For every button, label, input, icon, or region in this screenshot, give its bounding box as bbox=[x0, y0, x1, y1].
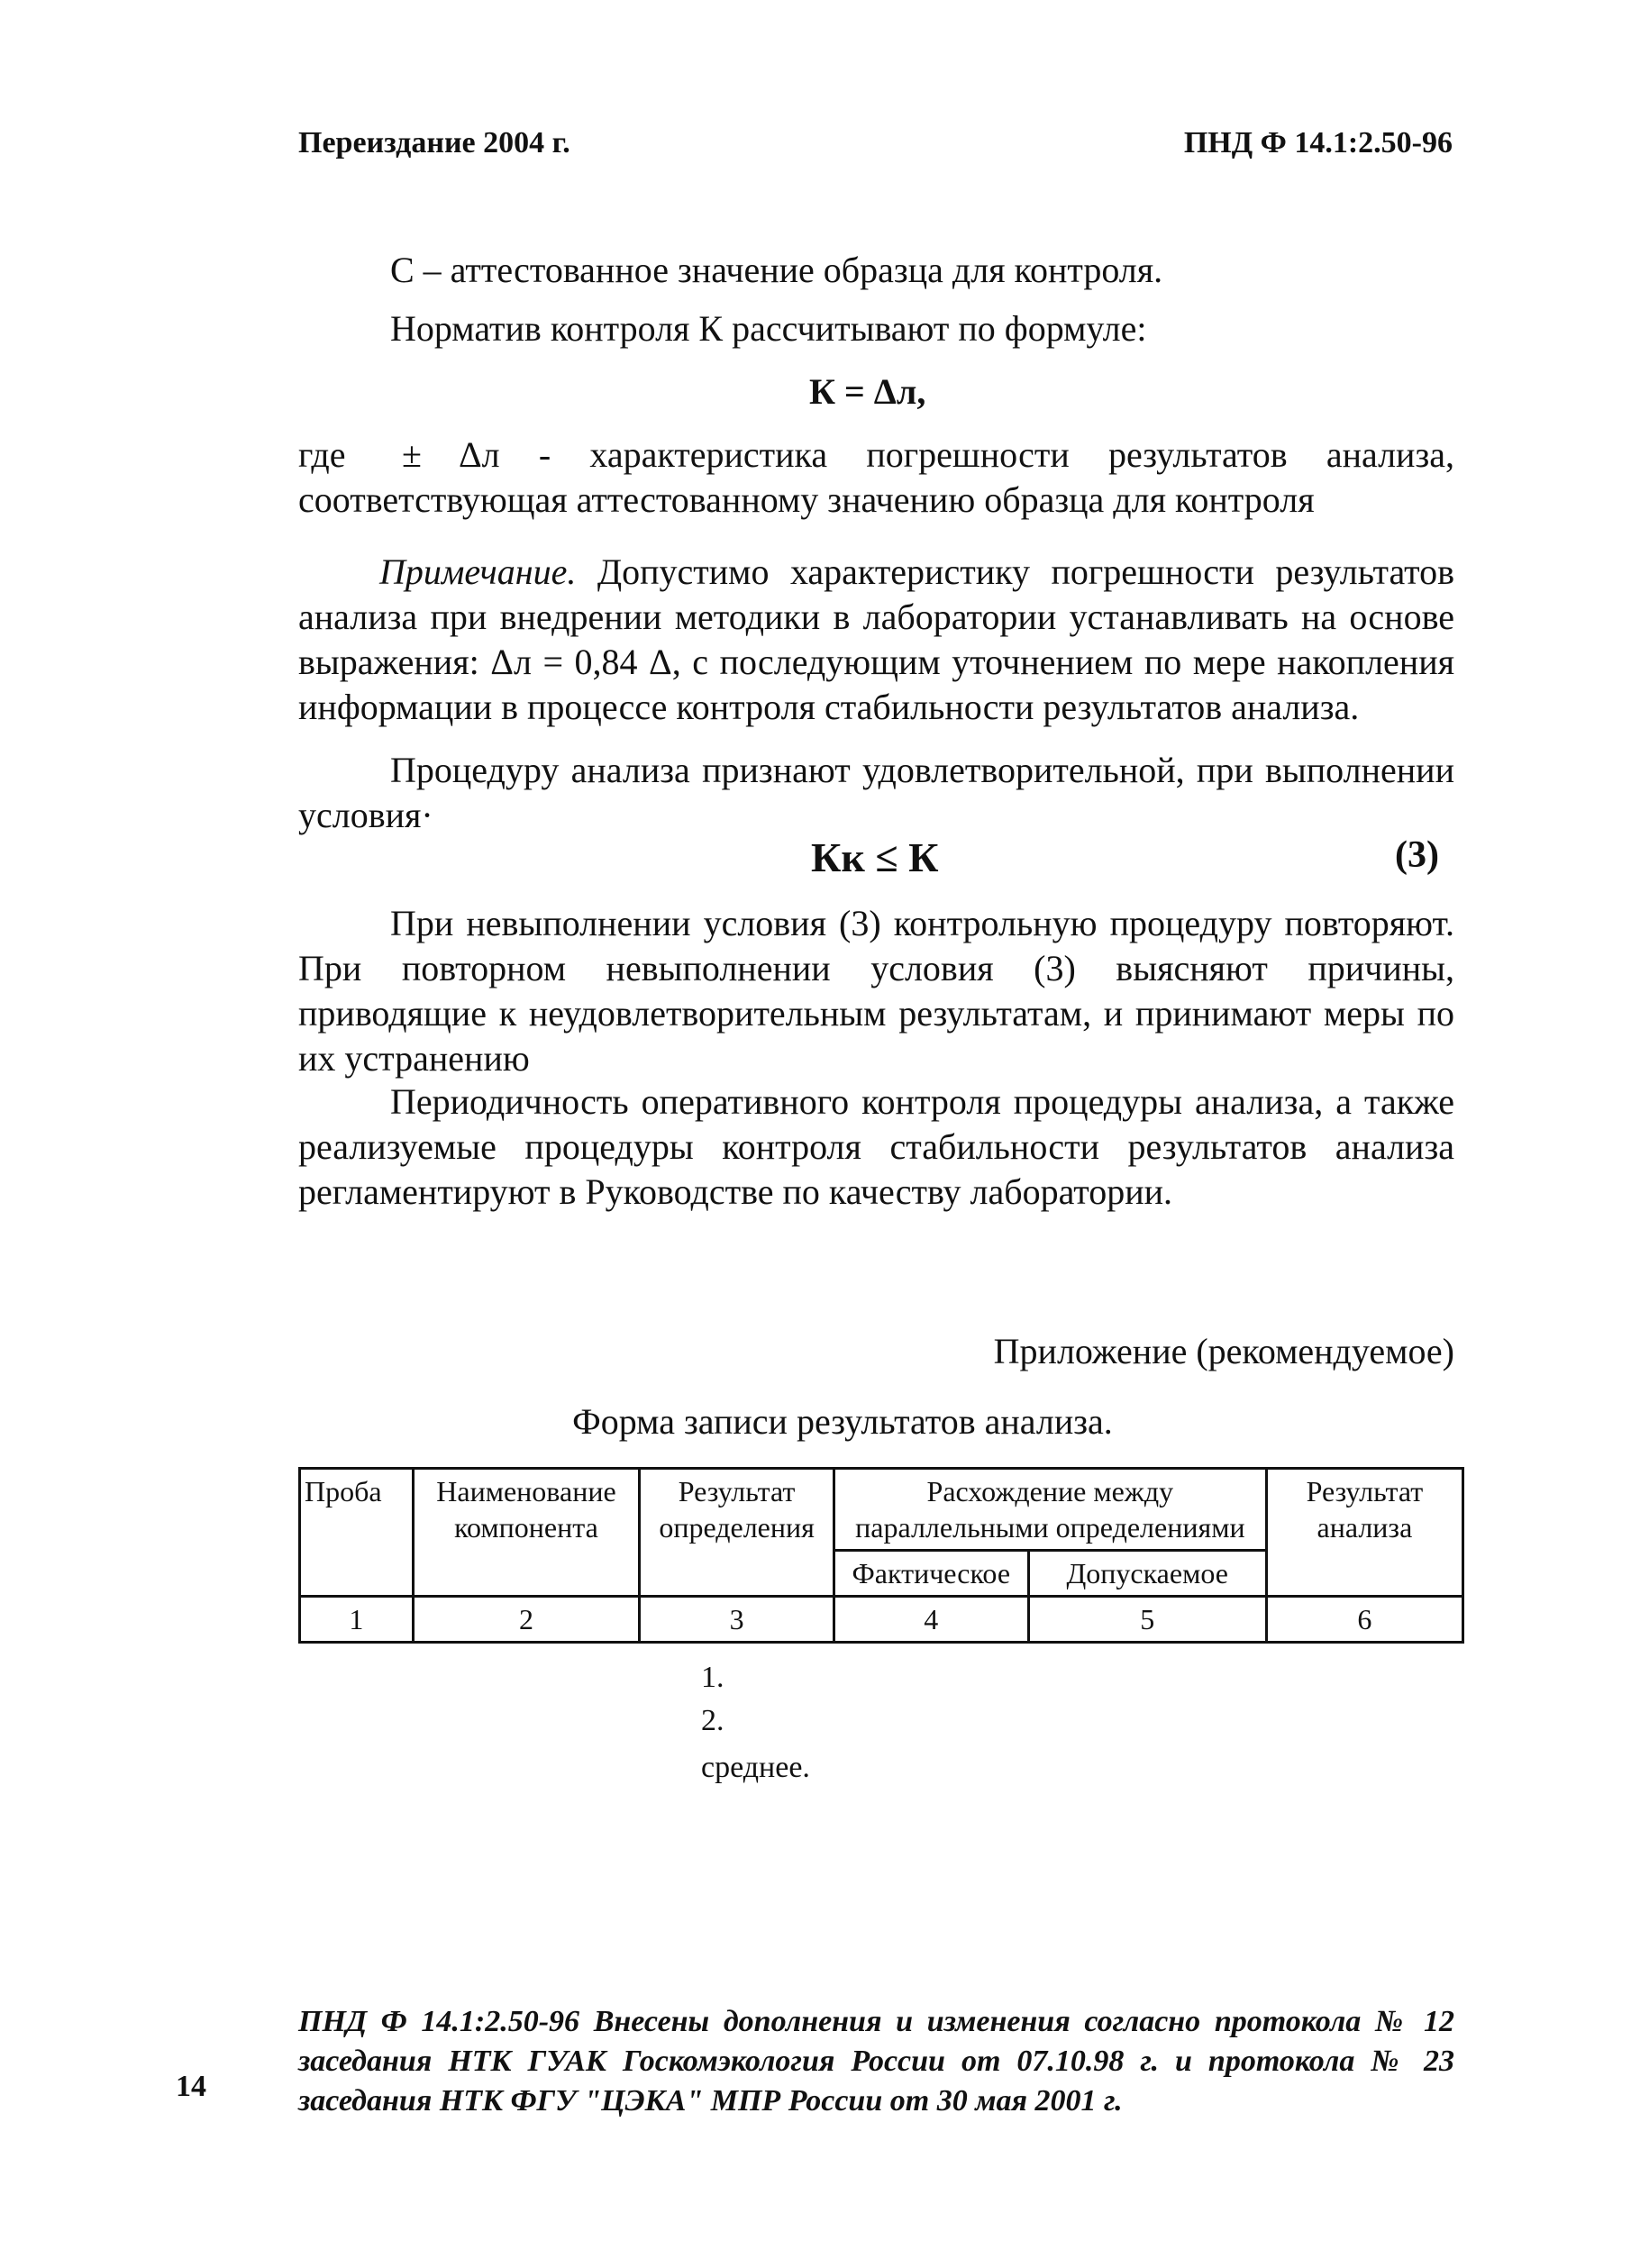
column-number: 6 bbox=[1266, 1597, 1462, 1643]
column-number: 1 bbox=[300, 1597, 414, 1643]
periodicity-paragraph: Периодичность оперативного контроля процедуры анализа, а также реализуемые процедуры контроля стабильности результатов анализа регламентируют в Руководстве по качеству лаборатории. bbox=[298, 1081, 1454, 1212]
procedure-paragraph: Процедуру анализа признают удовлетворительной, при выполнении условия· bbox=[298, 750, 1454, 835]
header-result-determination: Результат определения bbox=[640, 1469, 834, 1597]
appendix-label: Приложение (рекомендуемое) bbox=[993, 1331, 1454, 1371]
column-number: 5 bbox=[1028, 1597, 1266, 1643]
norm-intro: Норматив контроля К рассчитывают по формуле: bbox=[390, 308, 1147, 349]
result-rows bbox=[701, 1656, 810, 1790]
c-definition: С – аттестованное значение образца для контроля. bbox=[390, 250, 1163, 290]
row-label: 1. bbox=[701, 1661, 724, 1694]
header-right: ПНД Ф 14.1:2.50-96 bbox=[1183, 126, 1453, 159]
footnote: ПНД Ф 14.1:2.50-96 Внесены дополнения и изменения согласно протокола № 12 заседания НТК ГУАК Госкомэкология России от 07.10.98 г. и протокола № 23 заседания НТК ФГУ "ЦЭКА" МПР России от 30 мая 2001 г. bbox=[298, 2005, 1454, 2118]
column-number: 2 bbox=[413, 1597, 640, 1643]
where-label: где bbox=[298, 434, 346, 475]
formula-3-number: (3) bbox=[1395, 834, 1439, 876]
page-number: 14 bbox=[176, 2070, 206, 2103]
results-table bbox=[298, 1467, 1464, 1644]
formula-3: Кк ≤ К bbox=[811, 834, 939, 880]
header-result-analysis: Результат анализа bbox=[1266, 1469, 1462, 1597]
header-allowed: Допускаемое bbox=[1028, 1551, 1266, 1597]
header-actual: Фактическое bbox=[834, 1551, 1028, 1597]
note-text: Допустимо характеристику погрешности результатов анализа при внедрении методики в лаборатории устанавливать на основе выражения: Δл = 0,84 Δ, с последующим уточнением по мере накопления информации в процессе контроля стабильности результатов анализа. bbox=[298, 551, 1454, 727]
header-sample: Проба bbox=[300, 1469, 414, 1597]
header-component: Наименование компонента bbox=[413, 1469, 640, 1597]
column-number: 3 bbox=[640, 1597, 834, 1643]
header-left: Переиздание 2004 г. bbox=[298, 126, 570, 159]
where-text: ± Δл - характеристика погрешности результатов анализа, соответствующая аттестованному значению образца для контроля bbox=[298, 434, 1454, 520]
column-number: 4 bbox=[834, 1597, 1028, 1643]
failure-paragraph: При невыполнении условия (3) контрольную процедуру повторяют. При повторном невыполнении условия (3) выясняют причины, приводящие к неудовлетворительным результатам, и принимают меры по их устранению bbox=[298, 903, 1454, 1079]
appendix-title: Форма записи результатов анализа. bbox=[572, 1401, 1113, 1442]
header-discrepancy: Расхождение между параллельными определениями bbox=[834, 1469, 1266, 1551]
note-label: Примечание. bbox=[379, 551, 577, 592]
note-paragraph bbox=[298, 550, 1454, 730]
formula-k: К = Δл, bbox=[809, 371, 926, 412]
row-label: 2. bbox=[701, 1704, 724, 1737]
row-label: среднее. bbox=[701, 1751, 810, 1784]
